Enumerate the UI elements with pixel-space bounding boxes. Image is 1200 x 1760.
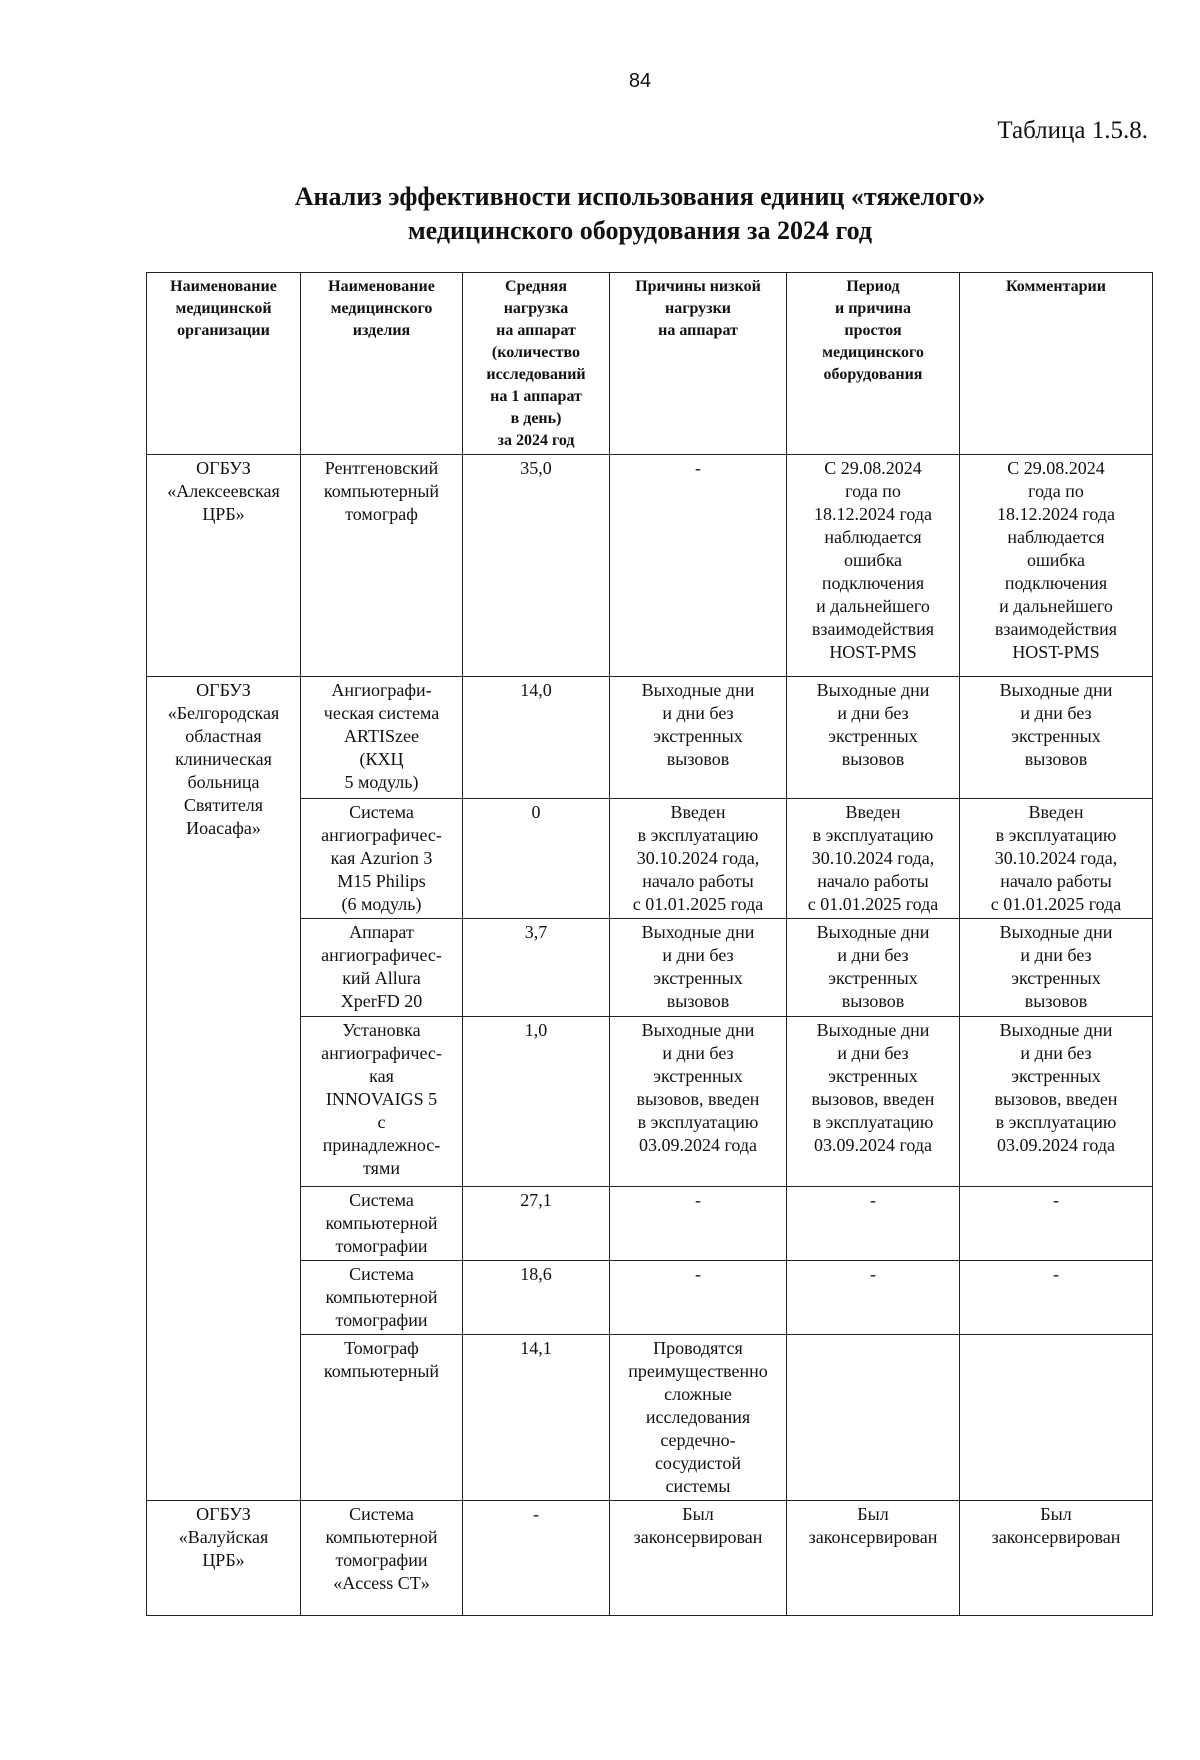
comments-cell: Выходные дни и дни без экстренных вызовов [960,677,1153,799]
reasons-cell: Проводятся преимущественно сложные исследования сердечно- сосудистой системы [610,1335,787,1501]
page-number: 84 [628,70,652,92]
device-cell: Система ангиографичес- кая Azurion 3 M15 Philips (6 модуль) [301,799,463,919]
org-cell: ОГБУЗ «Белгородская областная клиническая больница Святителя Иоасафа» [147,677,301,1501]
org-cell: ОГБУЗ «Валуйская ЦРБ» [147,1501,301,1616]
load-cell: 14,0 [463,677,610,799]
period-cell: Введен в эксплуатацию 30.10.2024 года, начало работы с 01.01.2025 года [787,799,960,919]
reasons-cell: - [610,1261,787,1335]
document-title [130,180,1150,248]
header-org: Наименование медицинской организации [147,273,301,455]
load-cell: - [463,1501,610,1616]
table-row [147,1501,1153,1616]
reasons-cell: - [610,1187,787,1261]
comments-cell: Введен в эксплуатацию 30.10.2024 года, начало работы с 01.01.2025 года [960,799,1153,919]
period-cell: Выходные дни и дни без экстренных вызовов [787,677,960,799]
period-cell: Выходные дни и дни без экстренных вызовов, введен в эксплуатацию 03.09.2024 года [787,1017,960,1187]
device-cell: Рентгеновский компьютерный томограф [301,455,463,677]
table-label: Таблица 1.5.8. [997,117,1148,144]
header-reasons: Причины низкой нагрузки на аппарат [610,273,787,455]
period-cell: Выходные дни и дни без экстренных вызовов [787,919,960,1017]
load-cell: 27,1 [463,1187,610,1261]
reasons-cell: Введен в эксплуатацию 30.10.2024 года, начало работы с 01.01.2025 года [610,799,787,919]
comments-cell: - [960,1261,1153,1335]
reasons-cell: Выходные дни и дни без экстренных вызовов, введен в эксплуатацию 03.09.2024 года [610,1017,787,1187]
org-cell: ОГБУЗ «Алексеевская ЦРБ» [147,455,301,677]
period-cell: - [787,1187,960,1261]
device-cell: Система компьютерной томографии «Access CT» [301,1501,463,1616]
comments-cell: Выходные дни и дни без экстренных вызовов, введен в эксплуатацию 03.09.2024 года [960,1017,1153,1187]
device-cell: Аппарат ангиографичес- кий Allura XperFD 20 [301,919,463,1017]
table-row [147,677,1153,799]
comments-cell: Выходные дни и дни без экстренных вызовов [960,919,1153,1017]
period-cell: С 29.08.2024 года по 18.12.2024 года наблюдается ошибка подключения и дальнейшего взаимодействия HOST-PMS [787,455,960,677]
period-cell: - [787,1261,960,1335]
device-cell: Система компьютерной томографии [301,1261,463,1335]
reasons-cell: Был законсервирован [610,1501,787,1616]
device-cell: Установка ангиографичес- кая INNOVAIGS 5 с принадлежнос- тями [301,1017,463,1187]
load-cell: 1,0 [463,1017,610,1187]
device-cell: Ангиографи- ческая система ARTISzee (КХЦ 5 модуль) [301,677,463,799]
device-cell: Система компьютерной томографии [301,1187,463,1261]
load-cell: 0 [463,799,610,919]
comments-cell: Был законсервирован [960,1501,1153,1616]
device-cell: Томограф компьютерный [301,1335,463,1501]
reasons-cell: Выходные дни и дни без экстренных вызовов [610,677,787,799]
load-cell: 14,1 [463,1335,610,1501]
title-line-2: медицинского оборудования за 2024 год [407,216,873,245]
header-comments: Комментарии [960,273,1153,455]
comments-cell: - [960,1187,1153,1261]
table-header-row [147,273,1153,455]
load-cell: 3,7 [463,919,610,1017]
header-load: Средняя нагрузка на аппарат (количество исследований на 1 аппарат в день) за 2024 год [463,273,610,455]
period-cell [787,1335,960,1501]
comments-cell [960,1335,1153,1501]
reasons-cell: - [610,455,787,677]
equipment-table [146,272,1153,1616]
comments-cell: С 29.08.2024 года по 18.12.2024 года наблюдается ошибка подключения и дальнейшего взаимодействия HOST-PMS [960,455,1153,677]
table-row [147,455,1153,677]
title-line-1: Анализ эффективности использования единиц «тяжелого» [294,182,986,211]
load-cell: 18,6 [463,1261,610,1335]
period-cell: Был законсервирован [787,1501,960,1616]
header-device: Наименование медицинского изделия [301,273,463,455]
reasons-cell: Выходные дни и дни без экстренных вызовов [610,919,787,1017]
load-cell: 35,0 [463,455,610,677]
header-period: Период и причина простоя медицинского оборудования [787,273,960,455]
